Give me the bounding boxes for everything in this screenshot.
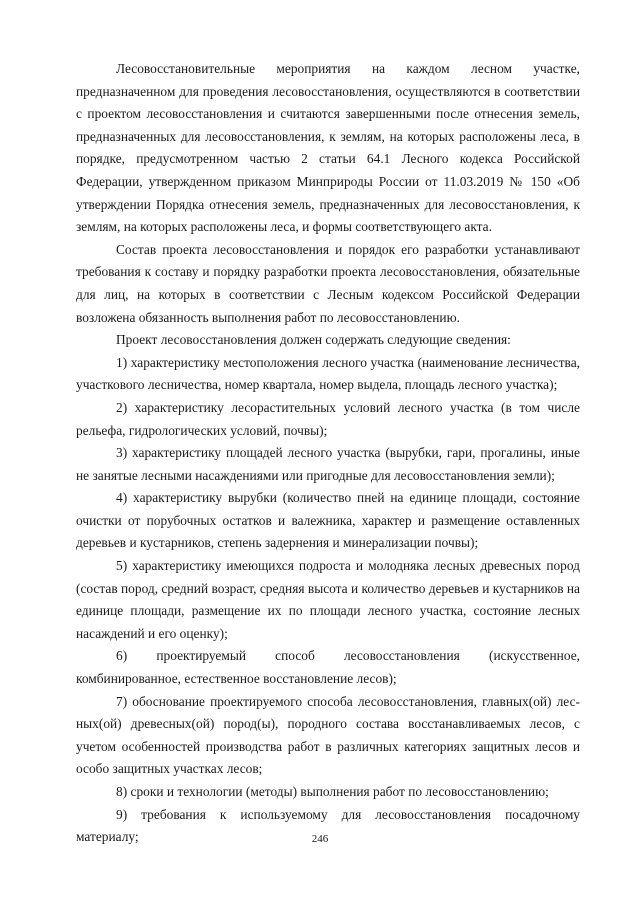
body-text (76, 58, 580, 849)
list-item-1: 1) характеристику местоположения лесного участка (наименование лесничества, участкового лесничества, номер квартала, номер выдела, площадь лесного участка); (76, 354, 580, 393)
paragraph-intro: Лесовосстановительные мероприятия на каждом лесном участке, предназначенном для проведения лесовосстановления, осуществляются в соответствии с проектом лесовосстановления и считаются завершенными после отнесения земель, предназначенных для лесовосстановления, к землям, на которых расположены леса, в порядке, предусмотренном частью 2 статьи 64.1 Лесного кодекса Российской Федерации, утвержденном приказом Минприроды России от 11.03.2019 № 150 «Об утверждении Порядка отнесения земель, предназначенных для лесовосстановления, к землям, на которых расположены леса, и формы соответствующего акта. (76, 61, 580, 235)
paragraph-project-composition: Состав проекта лесовосстановления и порядок его разработки устанавливают требования к составу и порядку разработки проекта лесовосстановления, обязательные для лиц, на которых в соответствии с Лесным кодексом Российской Федерации возложена обязанность выполнения работ по лесовосстановлению. (76, 241, 580, 325)
list-item-8: 8) сроки и технологии (методы) выполнения работ по лесовосстановлению; (116, 784, 549, 799)
list-item-7: 7) обоснование проектируемого способа лесовосстановления, главных(ой) лесных(ой) древесных(ой) пород(ы), породного состава восстанавливаемых лесов, с учетом особенностей производства работ в различных категориях защитных лесов и особо защитных участках лесов; (76, 693, 580, 777)
list-item-9: 9) требования к используемому для лесовосстановления посадочному материалу; (76, 806, 580, 845)
list-item-3: 3) характеристику площадей лесного участка (вырубки, гари, прогалины, иные не занятые лесными насаждениями или пригодные для лесовосстановления земли); (76, 445, 580, 483)
list-item-6: 6) проектируемый способ лесовосстановления (искусственное, комбинированное, естественное восстановление лесов); (76, 648, 580, 687)
list-item-4: 4) характеристику вырубки (количество пней на единице площади, состояние очистки от порубочных остатков и валежника, характер и размещение оставленных деревьев и кустарников, степень задернения и минерализации почвы); (76, 490, 580, 551)
list-item-2: 2) характеристику лесорастительных условий лесного участка (в том числе рельефа, гидрологических условий, почвы); (76, 399, 580, 438)
list-item-5: 5) характеристику имеющихся подроста и молодняка лесных древесных пород (состав пород, средний возраст, средняя высота и количество деревьев и кустарников на единице площади, размещение их по площади лесного участка, состояние лесных насаждений и его оценку); (76, 558, 580, 641)
paragraph-project-contents-lead: Проект лесовосстановления должен содержать следующие сведения: (116, 332, 511, 348)
page-number: 246 (311, 833, 329, 845)
